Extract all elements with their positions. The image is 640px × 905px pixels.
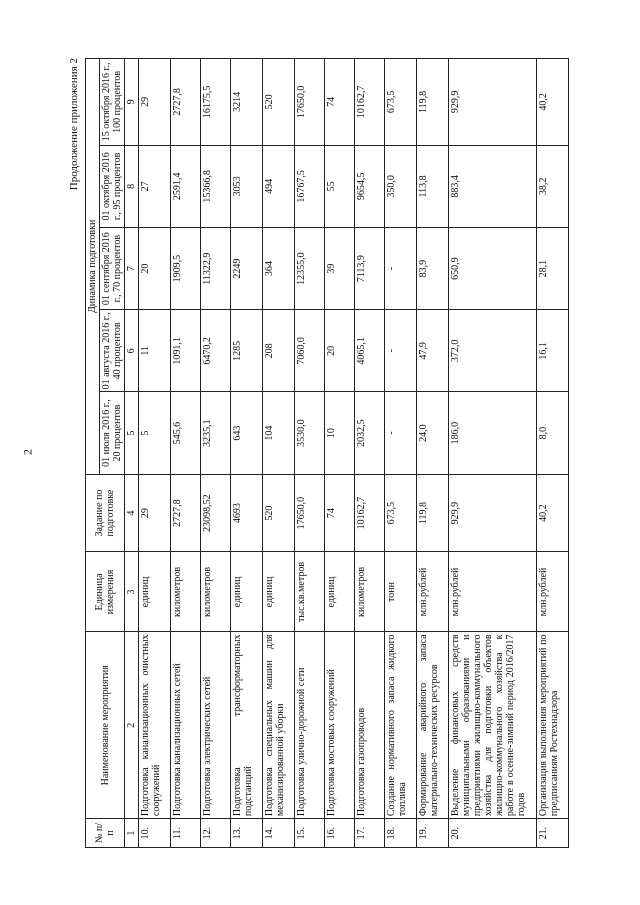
table-row [171, 59, 201, 848]
row-task: 10162,7 [355, 474, 385, 552]
row-october-15: 2727,8 [171, 59, 201, 146]
row-september: 83,9 [417, 228, 449, 310]
row-july: 3530,0 [295, 392, 325, 474]
row-august: - [385, 310, 417, 392]
row-august: 6470,2 [201, 310, 231, 392]
column-index: 9 [125, 59, 139, 146]
row-unit: километров [171, 552, 201, 632]
row-task: 673,5 [385, 474, 417, 552]
table-row [325, 59, 355, 848]
row-july: - [385, 392, 417, 474]
row-october-1: 15366,8 [201, 145, 231, 227]
header-date-1: 01 июля 2016 г., 20 процентов [100, 392, 125, 474]
header-date-4: 01 октября 2016 г., 95 процентов [100, 145, 125, 227]
row-name: Подготовка газопроводов [355, 632, 385, 819]
row-unit: тонн [385, 552, 417, 632]
row-july: 10 [325, 392, 355, 474]
column-index: 2 [125, 632, 139, 819]
table-row [537, 59, 569, 848]
column-index: 6 [125, 310, 139, 392]
row-october-1: 883,4 [449, 145, 537, 227]
row-august: 16,1 [537, 310, 569, 392]
row-september: 2249 [231, 228, 263, 310]
row-september: 28,1 [537, 228, 569, 310]
row-july: 24,0 [417, 392, 449, 474]
table-row [417, 59, 449, 848]
row-number: 13. [231, 819, 263, 848]
table-row [201, 59, 231, 848]
row-october-15: 40,2 [537, 59, 569, 146]
row-september: 20 [139, 228, 171, 310]
row-unit: млн.рублей [449, 552, 537, 632]
header-task: Задание по подготовке [86, 474, 125, 552]
row-october-15: 10162,7 [355, 59, 385, 146]
row-october-15: 929,9 [449, 59, 537, 146]
row-unit: единиц [231, 552, 263, 632]
row-october-1: 3053 [231, 145, 263, 227]
row-name: Организация выполнения мероприятий по предписаниям Ростехнадзора [537, 632, 569, 819]
row-october-15: 17650,0 [295, 59, 325, 146]
row-task: 23098,52 [201, 474, 231, 552]
row-task: 29 [139, 474, 171, 552]
row-august: 20 [325, 310, 355, 392]
row-unit: километров [355, 552, 385, 632]
row-number: 10. [139, 819, 171, 848]
row-september: 1909,5 [171, 228, 201, 310]
row-september: 650,9 [449, 228, 537, 310]
row-august: 47,9 [417, 310, 449, 392]
row-october-1: 27 [139, 145, 171, 227]
row-august: 372,0 [449, 310, 537, 392]
column-index: 1 [125, 819, 139, 848]
row-october-15: 3214 [231, 59, 263, 146]
row-october-15: 119,8 [417, 59, 449, 146]
row-september: 12355,0 [295, 228, 325, 310]
row-number: 15. [295, 819, 325, 848]
row-september: 7113,9 [355, 228, 385, 310]
header-date-2: 01 августа 2016 г., 40 процентов [100, 310, 125, 392]
row-july: 104 [263, 392, 295, 474]
row-name: Подготовка электрических сетей [201, 632, 231, 819]
row-october-1: 113,8 [417, 145, 449, 227]
row-task: 40,2 [537, 474, 569, 552]
rotated-table-sheet [65, 58, 605, 848]
row-september: 11322,9 [201, 228, 231, 310]
column-index-row [125, 59, 139, 848]
row-number: 11. [171, 819, 201, 848]
row-number: 12. [201, 819, 231, 848]
row-august: 208 [263, 310, 295, 392]
column-index: 7 [125, 228, 139, 310]
row-unit: млн.рублей [417, 552, 449, 632]
row-unit: единиц [263, 552, 295, 632]
header-name: Наименование мероприятия [86, 632, 125, 819]
row-task: 4693 [231, 474, 263, 552]
row-july: 5 [139, 392, 171, 474]
row-name: Формирование аварийного запаса материально-технических ресурсов [417, 632, 449, 819]
row-october-1: 494 [263, 145, 295, 227]
row-number: 16. [325, 819, 355, 848]
row-august: 1091,1 [171, 310, 201, 392]
row-task: 929,9 [449, 474, 537, 552]
continuation-heading: Продолжение приложения 2 [68, 58, 80, 191]
row-october-1: 55 [325, 145, 355, 227]
row-july: 186,0 [449, 392, 537, 474]
page-number: 2 [20, 449, 35, 455]
table-row [385, 59, 417, 848]
row-august: 1285 [231, 310, 263, 392]
row-october-15: 520 [263, 59, 295, 146]
row-number: 20. [449, 819, 537, 848]
row-number: 21. [537, 819, 569, 848]
row-name: Подготовка специальных машин для механизированной уборки [263, 632, 295, 819]
header-date-5: 15 октября 2016 г., 100 процентов [100, 59, 125, 146]
row-name: Подготовка канализационных сетей [171, 632, 201, 819]
row-name: Подготовка улично-дорожной сети [295, 632, 325, 819]
header-unit: Единица измерения [86, 552, 125, 632]
table-row [139, 59, 171, 848]
table-row [295, 59, 325, 848]
row-name: Подготовка канализационных очистных сооружений [139, 632, 171, 819]
row-august: 4065,1 [355, 310, 385, 392]
row-october-15: 29 [139, 59, 171, 146]
row-july: 3235,1 [201, 392, 231, 474]
row-october-1: 9654,5 [355, 145, 385, 227]
row-october-15: 74 [325, 59, 355, 146]
row-october-1: 16767,5 [295, 145, 325, 227]
row-number: 19. [417, 819, 449, 848]
row-unit: единиц [325, 552, 355, 632]
row-name: Создание нормативного запаса жидкого топлива [385, 632, 417, 819]
row-august: 11 [139, 310, 171, 392]
row-september: 364 [263, 228, 295, 310]
table-row [449, 59, 537, 848]
header-num: № п/п [86, 819, 125, 848]
row-september: 39 [325, 228, 355, 310]
row-july: 545,6 [171, 392, 201, 474]
row-october-1: 2591,4 [171, 145, 201, 227]
preparation-table [85, 58, 569, 848]
row-number: 17. [355, 819, 385, 848]
row-task: 2727,8 [171, 474, 201, 552]
row-unit: млн.рублей [537, 552, 569, 632]
row-task: 119,8 [417, 474, 449, 552]
table-row [263, 59, 295, 848]
row-task: 520 [263, 474, 295, 552]
row-name: Выделение финансовых средств муниципальными образованиями и предприятиями жилищно-коммунального хозяйства для подготовки объектов жилищно-коммунального хозяйства к работе в осенне-зимний период 2016/2017 годов [449, 632, 537, 819]
row-october-1: 350,0 [385, 145, 417, 227]
table-row [231, 59, 263, 848]
row-task: 74 [325, 474, 355, 552]
row-unit: тыс.кв.метров [295, 552, 325, 632]
row-august: 7060,0 [295, 310, 325, 392]
column-index: 8 [125, 145, 139, 227]
row-name: Подготовка трансформаторных подстанций [231, 632, 263, 819]
row-unit: километров [201, 552, 231, 632]
row-october-15: 673,5 [385, 59, 417, 146]
row-task: 17650,0 [295, 474, 325, 552]
row-september: - [385, 228, 417, 310]
row-number: 18. [385, 819, 417, 848]
column-index: 4 [125, 474, 139, 552]
row-july: 2032,5 [355, 392, 385, 474]
row-october-15: 16175,5 [201, 59, 231, 146]
row-name: Подготовка мостовых сооружений [325, 632, 355, 819]
row-july: 8,0 [537, 392, 569, 474]
header-dynamics: Динамика подготовки [86, 59, 100, 475]
column-index: 5 [125, 392, 139, 474]
row-unit: единиц [139, 552, 171, 632]
header-date-3: 01 сентября 2016 г., 70 процентов [100, 228, 125, 310]
row-july: 643 [231, 392, 263, 474]
row-october-1: 38,2 [537, 145, 569, 227]
row-number: 14. [263, 819, 295, 848]
table-row [355, 59, 385, 848]
column-index: 3 [125, 552, 139, 632]
